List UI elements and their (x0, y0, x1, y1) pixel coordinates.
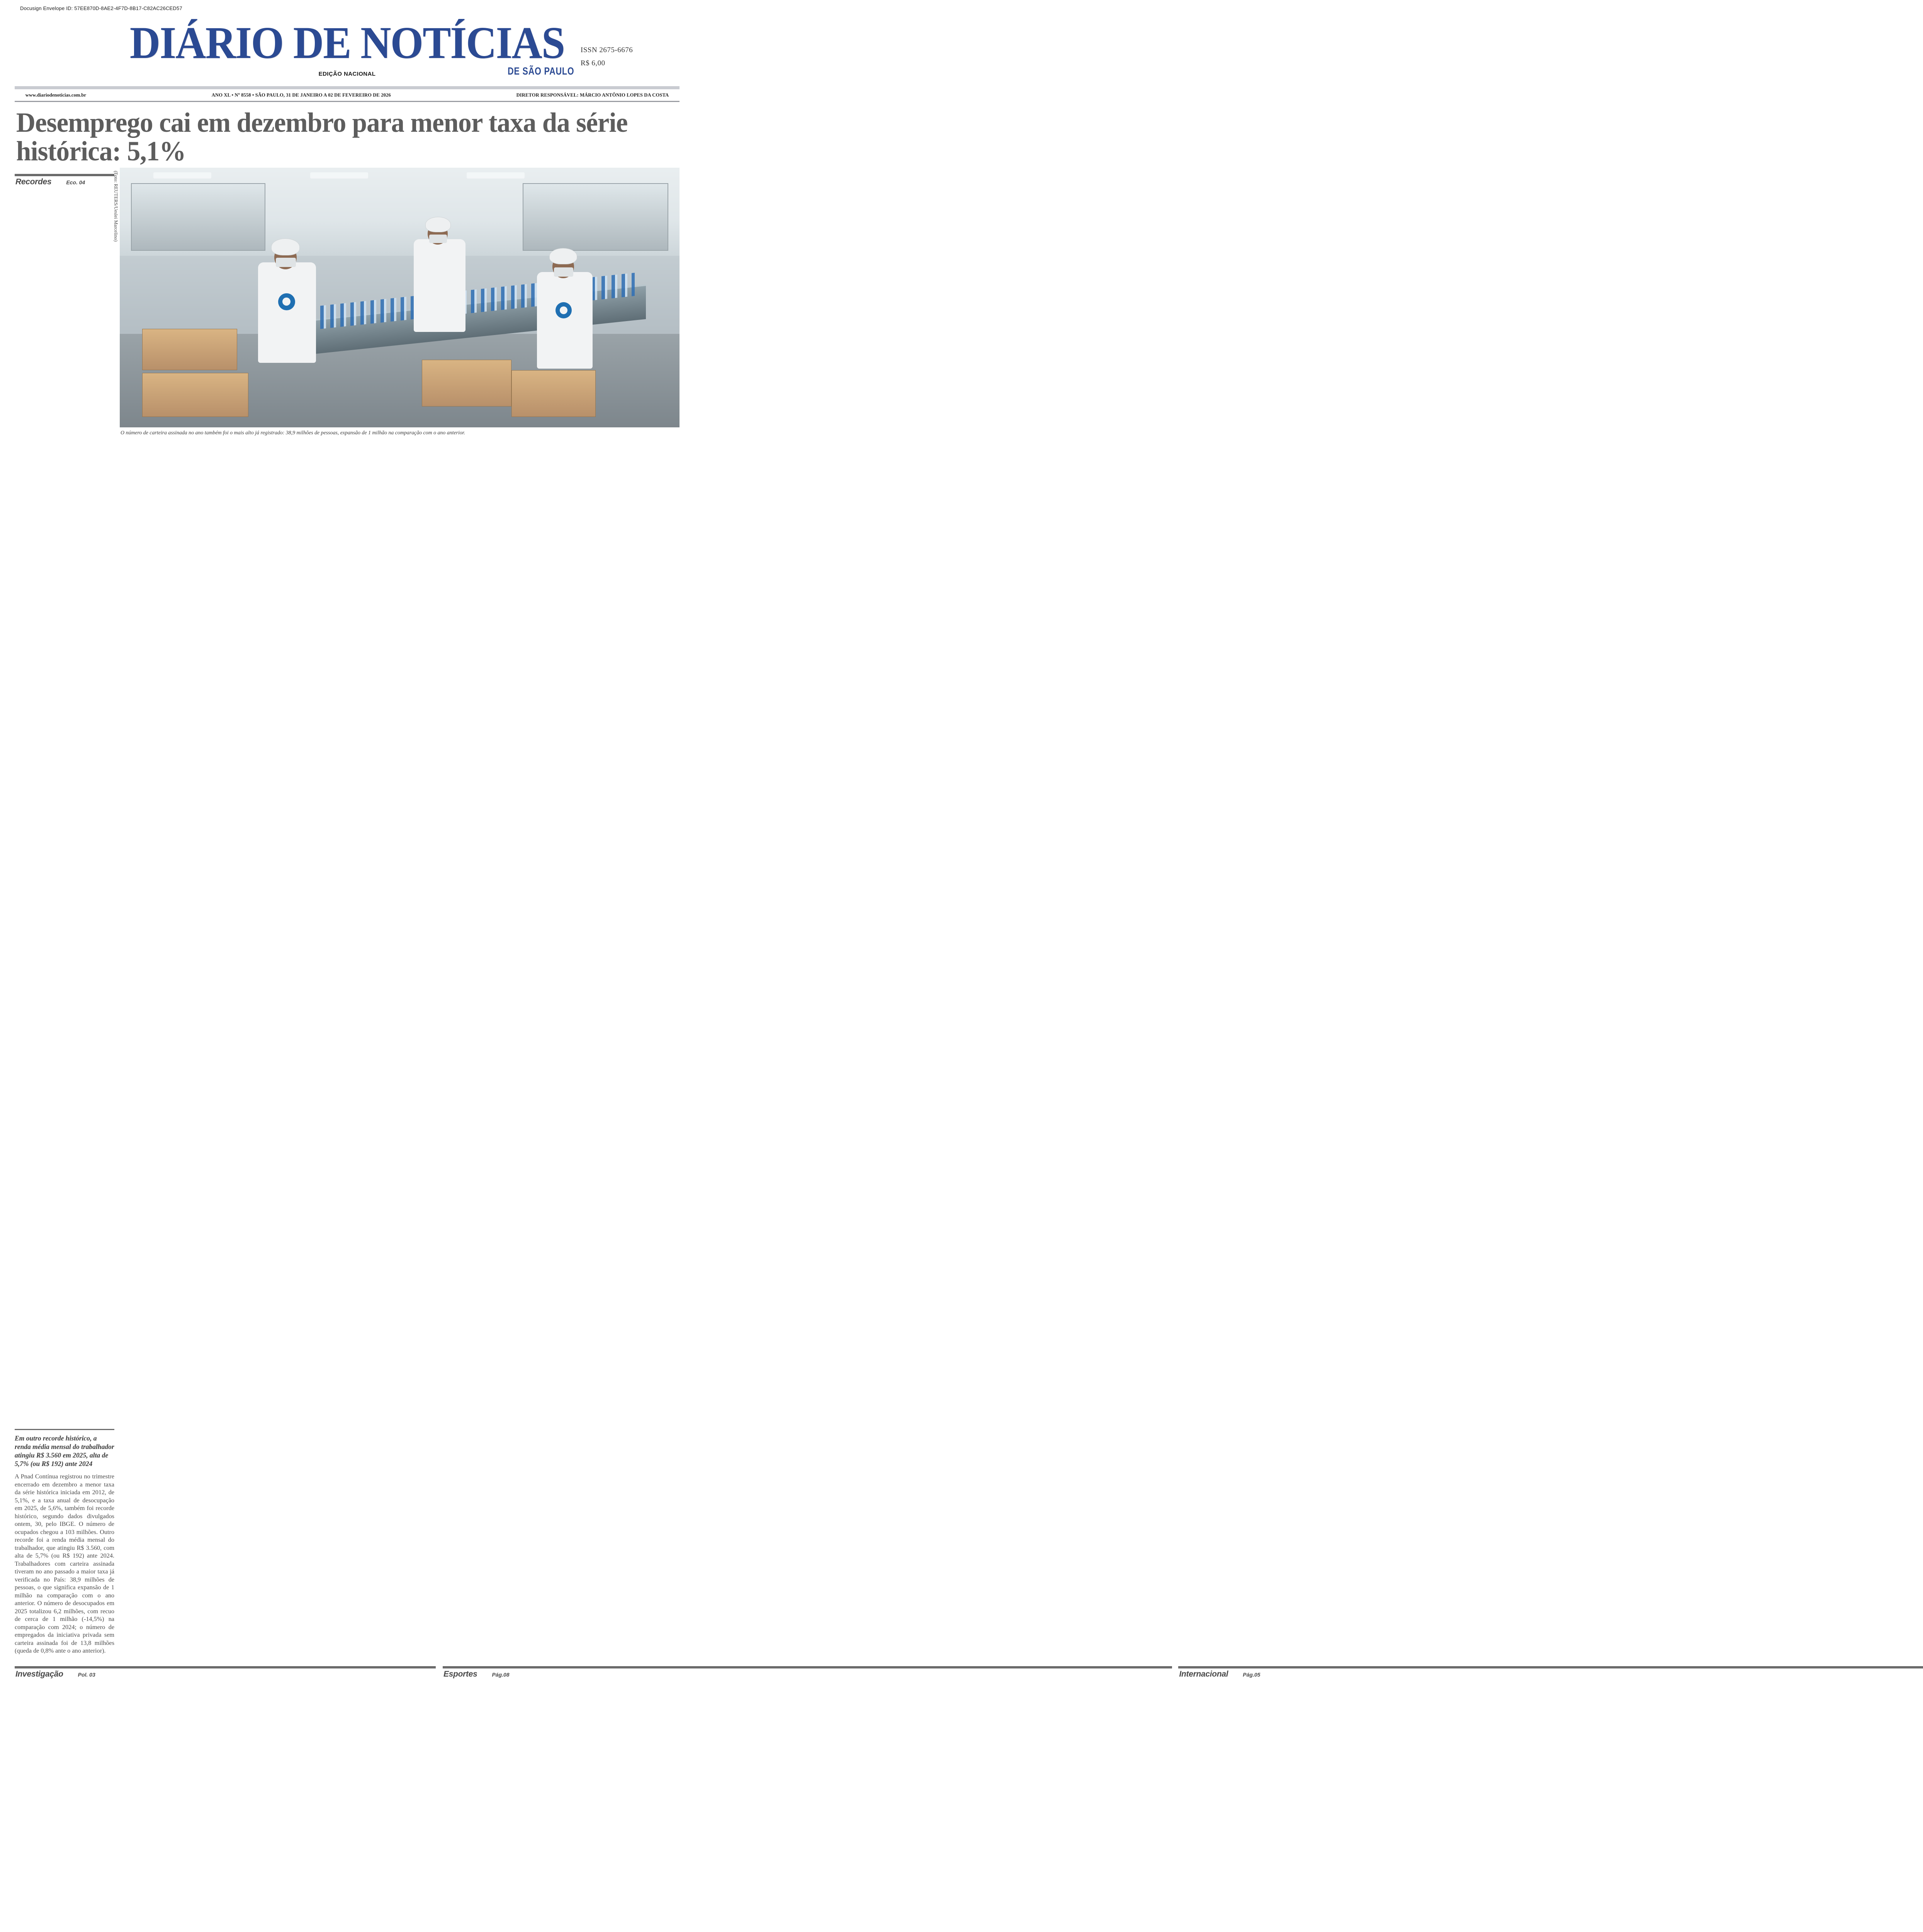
right-rail (443, 1660, 1923, 1932)
kicker-investigacao (15, 1666, 436, 1932)
lead-headline: Desemprego cai em dezembro para menor taxa da série histórica: 5,1% (15, 108, 653, 165)
edition-row (15, 71, 680, 83)
masthead-title: DIÁRIO DE NOTÍCIAS (38, 13, 656, 66)
lead-standfirst: Em outro recorde histórico, a renda média mensal do trabalhador atingiu R$ 3.560 em 2025, alta de 5,7% (ou R$ 192) ante 2024 (15, 1434, 114, 1468)
investigation-story (15, 1660, 436, 1932)
kicker-page: Pol. 03 (63, 1672, 435, 1932)
lead-photo-credit: (Foto: REUTERS/Ueslei Marcelino) (113, 171, 119, 242)
kicker-label: Internacional (1179, 1670, 1228, 1679)
lead-story-block (15, 168, 680, 1658)
esportes-brief (443, 1660, 1172, 1932)
lead-photo-wrap (120, 168, 680, 1658)
internacional-ira-brief (1178, 1660, 1923, 1932)
kicker-esportes (443, 1666, 1172, 1932)
kicker-page: Pág.08 (477, 1672, 1171, 1932)
masthead-meta (581, 46, 677, 68)
kicker-recordes (15, 174, 114, 1430)
masthead-rule (15, 86, 680, 89)
issn-number: ISSN 2675-6676 (581, 46, 677, 54)
info-bar (25, 89, 669, 101)
kicker-label: Investigação (15, 1670, 63, 1679)
edition-label: EDIÇÃO NACIONAL (319, 71, 376, 77)
kicker-label: Esportes (443, 1670, 477, 1679)
kicker-page: Pág.05 (1228, 1672, 1922, 1932)
lead-photo-caption: O número de carteira assinada no ano também foi o mais alto já registrado: 38,9 milhões de pessoas, expansão de 1 milhão na comparação com o ano anterior. (120, 427, 674, 436)
cover-price: R$ 6,00 (581, 59, 677, 68)
lead-body-paragraph: A Pnad Contínua registrou no trimestre encerrado em dezembro a menor taxa da série histórica iniciada em 2012, de 5,1%, e a taxa anual de desocupação em 2025, de 5,6%, também foi recorde histórico, segundo dados divulgados ontem, 30, pelo IBGE. O número de ocupados chegou a 103 milhões. Outro recorde foi a renda média mensal do trabalhador, que atingiu R$ 3.560, com alta de 5,7% (ou R$ 192) ante 2024. Trabalhadores com carteira assinada tiveram no ano passado a maior taxa já verificada no País: 38,9 milhões de pessoas, o que significa expansão de 1 milhão na comparação com o ano anterior. O número de desocupados em 2025 totalizou 6,2 milhões, com recuo de cerca de 1 milhão (-14,5%) na comparação com 2024; o número de empregados da iniciativa privada sem carteira assinada foi de 13,8 milhões (queda de 0,8% ante o ano anterior). (15, 1473, 114, 1655)
newspaper-front-page (0, 0, 694, 1248)
info-bar-rule (15, 101, 680, 102)
kicker-label: Recordes (15, 177, 51, 187)
lead-photo (120, 168, 680, 427)
mid-section (15, 1660, 680, 1932)
lead-text-column (15, 168, 114, 1658)
masthead (15, 13, 680, 71)
director-line: DIRETOR RESPONSÁVEL: MÁRCIO ANTÔNIO LOPES DA COSTA (516, 92, 669, 98)
dateline: ANO XL • Nº 8558 • SÃO PAULO, 31 DE JANEIRO A 02 DE FEVEREIRO DE 2026 (212, 92, 391, 98)
website-url[interactable]: www.diariodenoticias.com.br (25, 92, 86, 98)
kicker-page: Eco. 04 (51, 179, 114, 1428)
lead-body (15, 1473, 114, 1655)
kicker-internacional-ira (1178, 1666, 1923, 1932)
docusign-envelope-id: Docusign Envelope ID: 57EE870D-8AE2-4F7D-8B17-C82AC26CED57 (15, 0, 680, 11)
masthead-subtitle: DE SÃO PAULO (508, 65, 574, 77)
